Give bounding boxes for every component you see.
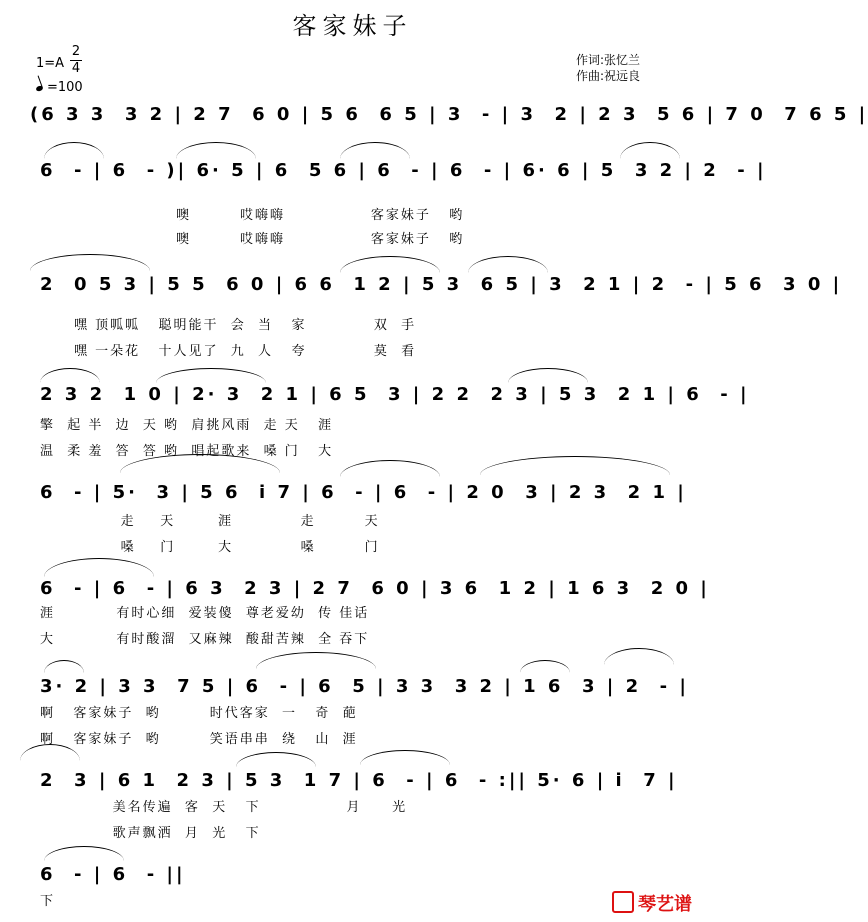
- lyrics-verse-2: 啊 客家妹子 哟 笑语串串 绕 山 涯: [40, 732, 358, 747]
- slur: [176, 142, 256, 159]
- slur: [480, 456, 670, 475]
- notation-line: 2 3 2 1 0 | 2· 3 2 1 | 6 5 3 | 2 2 2 3 | 5 3 2 1 | 6 - |: [40, 384, 750, 405]
- slur: [520, 660, 570, 673]
- lyrics-verse-2: 嘿 一朵花 十人见了 九 人 夸 莫 看: [74, 344, 417, 359]
- time-signature: [70, 44, 82, 77]
- lyrics-verse-2: 温 柔 羞 答 答 哟 唱起歌来 嗓 门 大: [40, 444, 334, 459]
- lyrics-verse-2: 大 有时酸溜 又麻辣 酸甜苦辣 全 吞下: [40, 632, 370, 647]
- slur: [156, 368, 266, 383]
- slur: [30, 254, 150, 271]
- tempo-marking: [36, 80, 83, 95]
- composer: 作曲:祝远良: [576, 69, 641, 83]
- logo-text: 琴艺谱: [638, 894, 692, 915]
- slur: [256, 652, 376, 669]
- lyrics-verse-1: 噢 哎嗨嗨 客家妹子 哟: [176, 208, 465, 223]
- slur: [44, 558, 154, 577]
- lyrics-verse-1: 擎 起 半 边 天 哟 肩挑风雨 走 天 涯: [40, 418, 334, 433]
- song-title: 客家妹子: [292, 12, 413, 40]
- notation-line: 2 3 | 6 1 2 3 | 5 3 1 7 | 6 - | 6 - :|| 5· 6 | i 7 |: [40, 770, 678, 791]
- slur: [340, 142, 410, 159]
- key-signature: 1=A: [36, 56, 65, 71]
- slur: [236, 752, 316, 767]
- slur: [44, 846, 124, 861]
- slur: [620, 142, 680, 159]
- slur: [340, 256, 440, 273]
- slur: [604, 648, 674, 665]
- slur: [40, 368, 100, 383]
- tempo-value: =100: [47, 80, 83, 95]
- notation-line: (6 3 3 3 2 | 2 7 6 0 | 5 6 6 5 | 3 - | 3 2 | 2 3 5 6 | 7 0 7 6 5 |: [30, 104, 868, 125]
- time-numerator: 2: [71, 44, 81, 59]
- notation-line: 3· 2 | 3 3 7 5 | 6 - | 6 5 | 3 3 3 2 | 1 6 3 | 2 - |: [40, 676, 689, 697]
- time-denominator: 4: [71, 61, 81, 76]
- slur: [340, 460, 440, 477]
- lyrics-verse-2: 歌声飘洒 月 光 下: [82, 826, 261, 841]
- lyricist: 作词:张忆兰: [576, 53, 641, 67]
- lyrics-verse-1: 嘿 顶呱呱 聪明能干 会 当 家 双 手: [74, 318, 417, 333]
- notation-line: 2 0 5 3 | 5 5 6 0 | 6 6 1 2 | 5 3 6 5 | 3 2 1 | 2 - | 5 6 3 0 |: [40, 274, 843, 295]
- lyrics-verse-2: 噢 哎嗨嗨 客家妹子 哟: [176, 232, 465, 247]
- slur: [44, 142, 104, 159]
- credits: [576, 52, 640, 84]
- quarter-note-icon: [35, 85, 43, 92]
- notation-line: 6 - | 6 - ||: [40, 864, 186, 885]
- notation-line: 6 - | 6 - | 6 3 2 3 | 2 7 6 0 | 3 6 1 2 | 1 6 3 2 0 |: [40, 578, 710, 599]
- slur: [360, 750, 450, 765]
- lyrics-verse-1: 啊 客家妹子 哟 时代客家 一 奇 葩: [40, 706, 358, 721]
- slur: [508, 368, 588, 383]
- notation-line: 6 - | 6 - )| 6· 5 | 6 5 6 | 6 - | 6 - | 6· 6 | 5 3 2 | 2 - |: [40, 160, 767, 181]
- notation-line: 6 - | 5· 3 | 5 6 i 7 | 6 - | 6 - | 2 0 3 | 2 3 2 1 |: [40, 482, 687, 503]
- slur: [44, 660, 84, 673]
- lyrics-verse-1: 涯 有时心细 爱装傻 尊老爱幼 传 佳话: [40, 606, 370, 621]
- logo-icon: [612, 891, 634, 913]
- lyrics-verse-1: 下: [40, 894, 56, 909]
- lyrics-verse-1: 走 天 涯 走 天: [90, 514, 380, 529]
- lyrics-verse-1: 美名传遍 客 天 下 月 光: [82, 800, 408, 815]
- lyrics-verse-2: 嗓 门 大 嗓 门: [90, 540, 380, 555]
- site-logo: [612, 890, 692, 916]
- slur: [468, 256, 548, 273]
